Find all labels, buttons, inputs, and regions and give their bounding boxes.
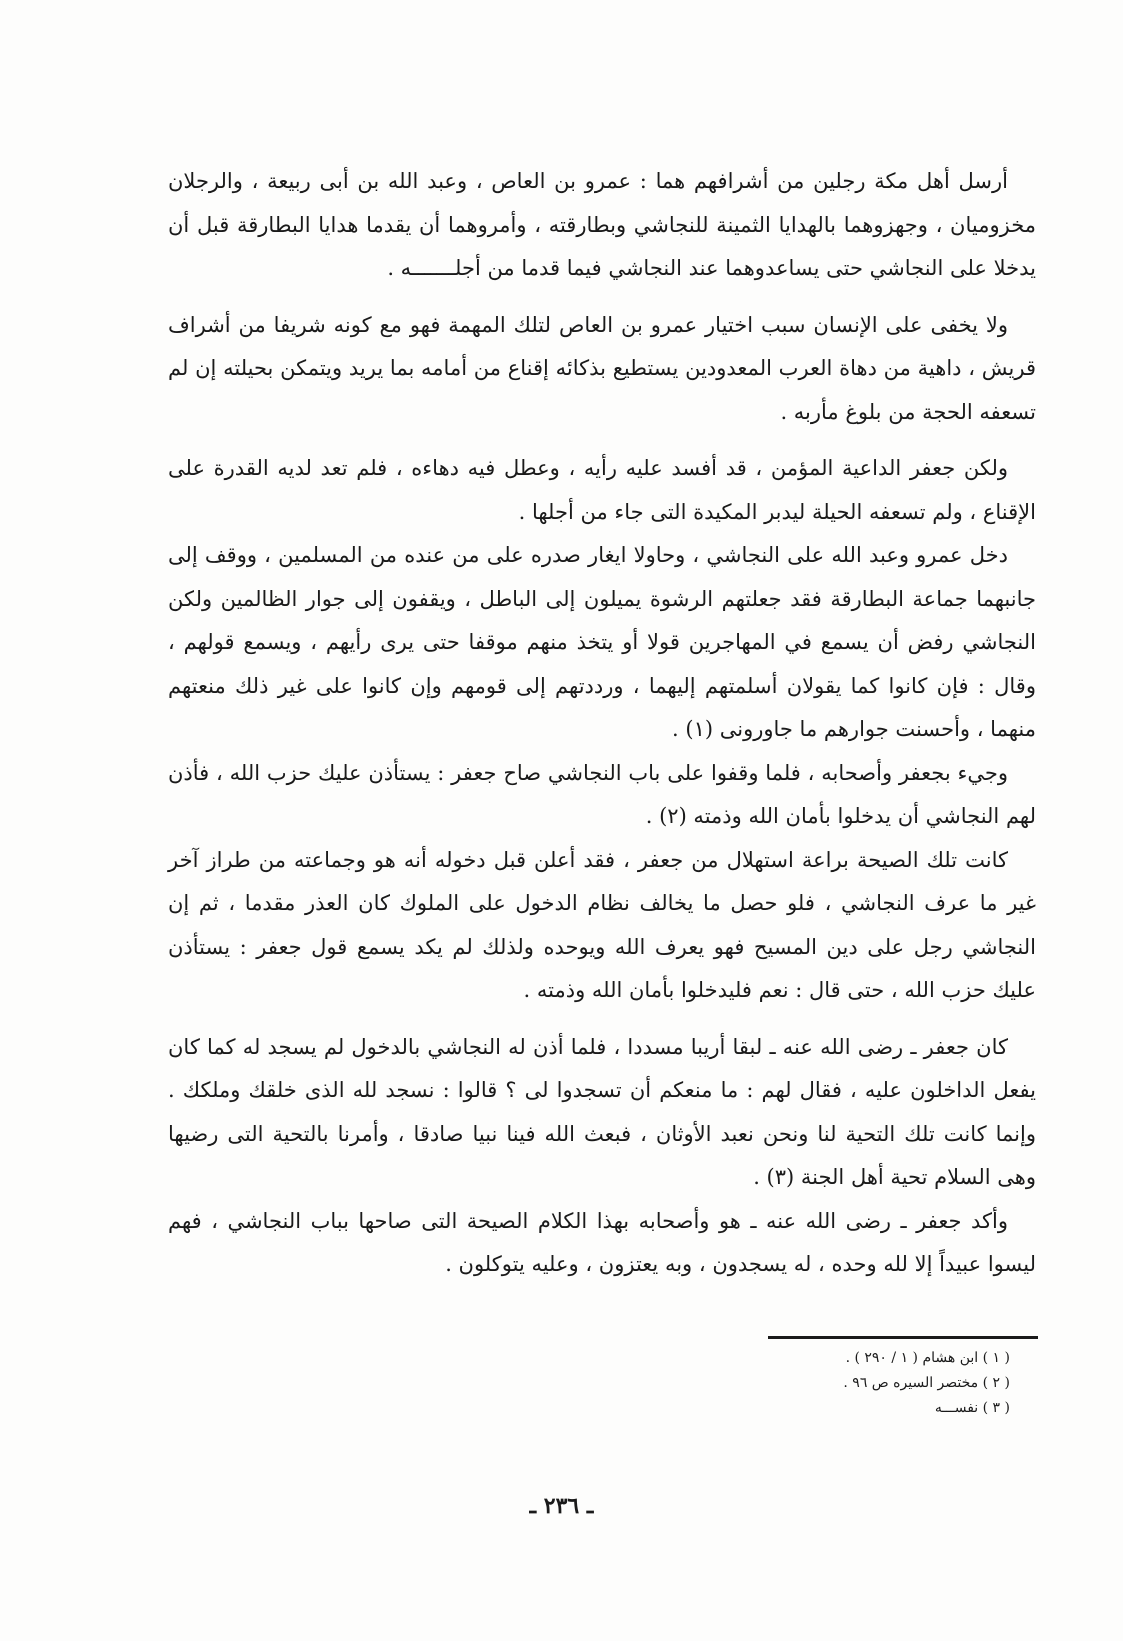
- footnote-divider: [768, 1336, 1038, 1339]
- paragraph-7: كان جعفر ـ رضى الله عنه ـ لبقا أريبا مسددا ، فلما أذن له النجاشي بالدخول لم يسجد له كما كان يفعل الداخلون عليه ، فقال لهم : ما منعكم أن تسجدوا لى ؟ قالوا : نسجد لله الذى خلقك وملكك . وإنما كانت تلك التحية لنا ونحن نعبد الأوثان ، فبعث الله فينا نبيا صادقا ، وأمرنا بالتحية التى رضيها وهى السلام تحية أهل الجنة (٣) .: [168, 1034, 1036, 1189]
- paragraph-1: أرسل أهل مكة رجلين من أشرافهم هما : عمرو بن العاص ، وعبد الله بن أبى ربيعة ، والرجلان مخزوميان ، وجهزوهما بالهدايا الثمينة للنجاشي وبطارقته ، وأمروهما أن يقدما هدايا البطارقة قبل أن يدخلا على النجاشي حتى يساعدوهما عند النجاشي فيما قدما من أجلـــــــه .: [168, 169, 1036, 280]
- paragraph-4: دخل عمرو وعبد الله على النجاشي ، وحاولا ايغار صدره على من عنده من المسلمين ، ووقف إلى جانبهما جماعة البطارقة فقد جعلتهم الرشوة يميلون إلى الباطل ، ويقفون إلى جوار الظالمين ولكن النجاشي رفض أن يسمع في المهاجرين قولا أو يتخذ منهم موقفا حتى يرى رأيهم ، ويسمع قولهم ، وقال : فإن كانوا كما يقولان أسلمتهم إليهما ، ورددتهم إلى قومهم وإن كانوا على غير ذلك منعتهم منهما ، وأحسنت جوارهم ما جاورونى (١) .: [168, 543, 1036, 741]
- paragraph-3: ولكن جعفر الداعية المؤمن ، قد أفسد عليه رأيه ، وعطل فيه دهاءه ، فلم تعد لديه القدرة على الإقناع ، ولم تسعفه الحيلة ليدبر المكيدة التى جاء من أجلها .: [168, 456, 1036, 524]
- paragraph-2: ولا يخفى على الإنسان سبب اختيار عمرو بن العاص لتلك المهمة فهو مع كونه شريفا من أشراف قريش ، داهية من دهاة العرب المعدودين يستطيع بذكائه إقناع من أمامه بما يريد ويتمكن بحيلته إن لم تسعفه الحجة من بلوغ مأربه .: [168, 312, 1036, 424]
- paragraph-5: وجيء بجعفر وأصحابه ، فلما وقفوا على باب النجاشي صاح جعفر : يستأذن عليك حزب الله ، فأذن لهم النجاشي أن يدخلوا بأمان الله وذمته (٢) .: [168, 760, 1036, 828]
- footnote-2: ( ٢ ) مختصر السيره ص ٩٦ .: [843, 1375, 1010, 1391]
- body-text: [168, 160, 1036, 1287]
- footnote-3: ( ٣ ) نفســـه: [934, 1400, 1010, 1416]
- page-number: ـ ٢٣٦ ـ: [529, 1493, 594, 1519]
- paragraph-6: كانت تلك الصيحة براعة استهلال من جعفر ، فقد أعلن قبل دخوله أنه هو وجماعته من طراز آخر غير ما عرف النجاشي ، فلو حصل ما يخالف نظام الدخول على الملوك كان العذر مقدما ، ثم إن النجاشي رجل على دين المسيح فهو يعرف الله ويوحده ولذلك لم يكد يسمع قول جعفر : يستأذن عليك حزب الله ، حتى قال : نعم فليدخلوا بأمان الله وذمته .: [168, 847, 1036, 1002]
- paragraph-8: وأكد جعفر ـ رضى الله عنه ـ هو وأصحابه بهذا الكلام الصيحة التى صاحها بباب النجاشي ، فهم ليسوا عبيداً إلا لله وحده ، له يسجدون ، وبه يعتزون ، وعليه يتوكلون .: [168, 1208, 1036, 1276]
- footnote-1: ( ١ ) ابن هشام ( ١ / ٢٩٠ ) .: [845, 1350, 1010, 1366]
- footnotes: [700, 1346, 1010, 1421]
